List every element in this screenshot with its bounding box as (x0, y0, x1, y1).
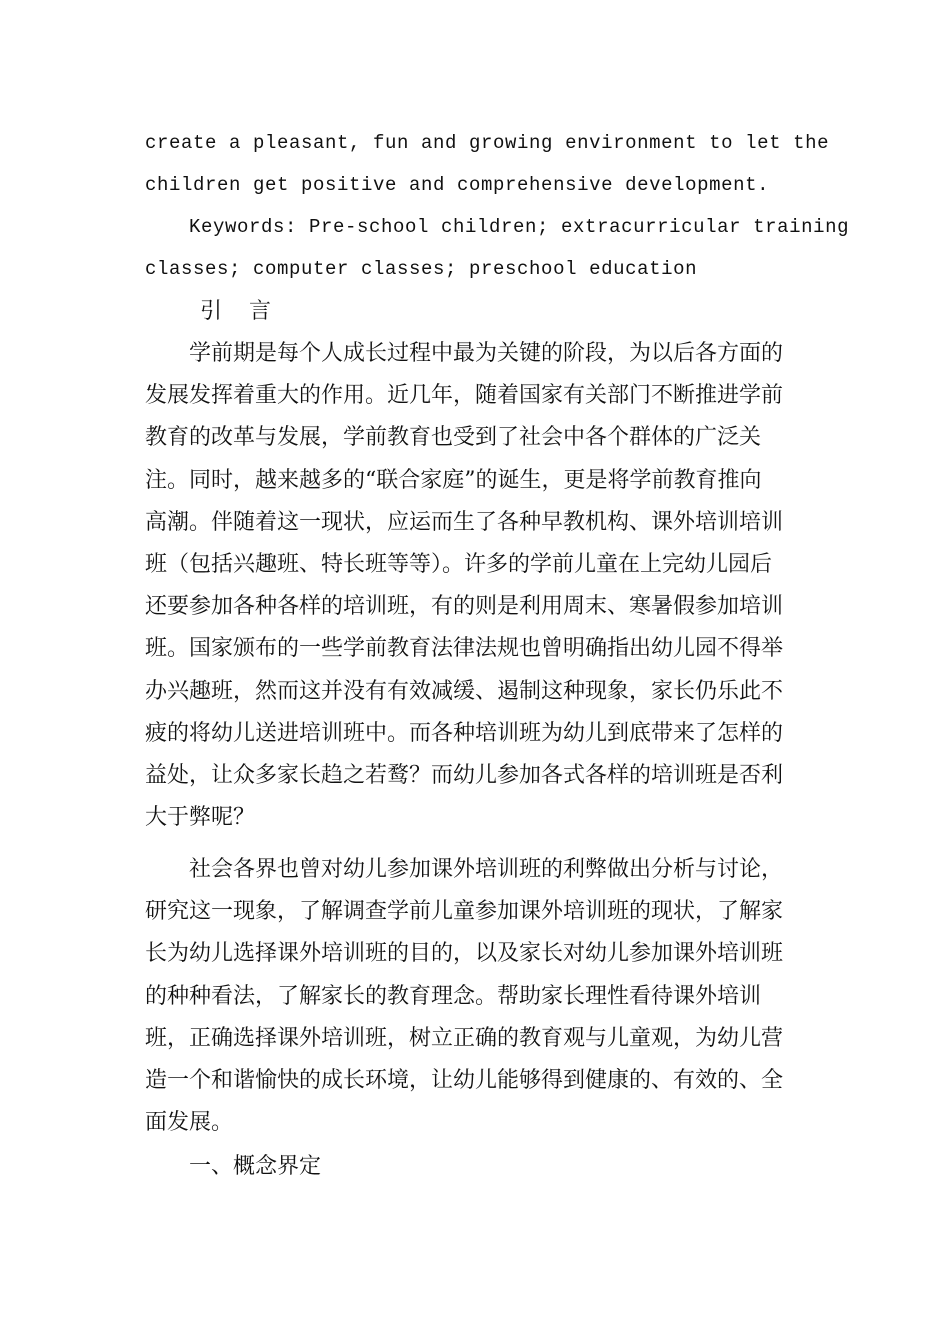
paragraph-line: 的种种看法，了解家长的教育理念。帮助家长理性看待课外培训 (145, 983, 762, 1009)
paragraph-line: 益处，让众多家长趋之若鹜？而幼儿参加各式各样的培训班是否利 (145, 762, 784, 788)
paragraph-line: 疲的将幼儿送进培训班中。而各种培训班为幼儿到底带来了怎样的 (145, 720, 784, 746)
paragraph-line: 大于弊呢？ (145, 805, 256, 831)
paragraph-line: 注。同时，越来越多的“联合家庭”的诞生，更是将学前教育推向 (145, 467, 762, 493)
paragraph-line: 发展发挥着重大的作用。近几年，随着国家有关部门不断推进学前 (145, 383, 784, 409)
intro-heading: 引 言 (200, 299, 281, 324)
paragraph-line: 长为幼儿选择课外培训班的目的，以及家长对幼儿参加课外培训班 (145, 941, 784, 967)
section-heading: 一、概念界定 (189, 1154, 322, 1179)
paragraph-line: 社会各界也曾对幼儿参加课外培训班的利弊做出分析与讨论， (189, 857, 784, 882)
paragraph-1 (145, 333, 805, 839)
abstract-line-1: create a pleasant, fun and growing environment to let the (145, 132, 830, 154)
paragraph-line: 办兴趣班，然而这并没有有效减缓、遏制这种现象，家长仍乐此不 (145, 678, 784, 704)
paragraph-line: 班，正确选择课外培训班，树立正确的教育观与儿童观，为幼儿营 (145, 1025, 784, 1051)
abstract-line-2: children get positive and comprehensive development. (145, 174, 770, 196)
paragraph-2 (145, 849, 805, 1144)
paragraph-line: 还要参加各种各样的培训班，有的则是利用周末、寒暑假参加培训 (145, 594, 784, 620)
paragraph-line: 造一个和谐愉快的成长环境，让幼儿能够得到健康的、有效的、全 (145, 1067, 784, 1093)
abstract-ending (145, 122, 830, 206)
paragraph-line: 高潮。伴随着这一现状，应运而生了各种早教机构、课外培训培训 (145, 509, 784, 535)
paragraph-line: 学前期是每个人成长过程中最为关键的阶段，为以后各方面的 (189, 341, 784, 366)
paragraph-line: 班（包括兴趣班、特长班等等）。许多的学前儿童在上完幼儿园后 (145, 551, 773, 577)
paragraph-line: 面发展。 (145, 1110, 234, 1136)
keywords-line-2: classes; computer classes; preschool education (145, 258, 698, 280)
paragraph-line: 教育的改革与发展，学前教育也受到了社会中各个群体的广泛关 (145, 425, 762, 451)
paragraph-line: 研究这一现象，了解调查学前儿童参加课外培训班的现状，了解家 (145, 899, 784, 925)
paragraph-line: 班。国家颁布的一些学前教育法律法规也曾明确指出幼儿园不得举 (145, 636, 784, 662)
keywords-line-1: Keywords: Pre-school children; extracurricular training (189, 216, 850, 238)
keywords (145, 206, 850, 290)
